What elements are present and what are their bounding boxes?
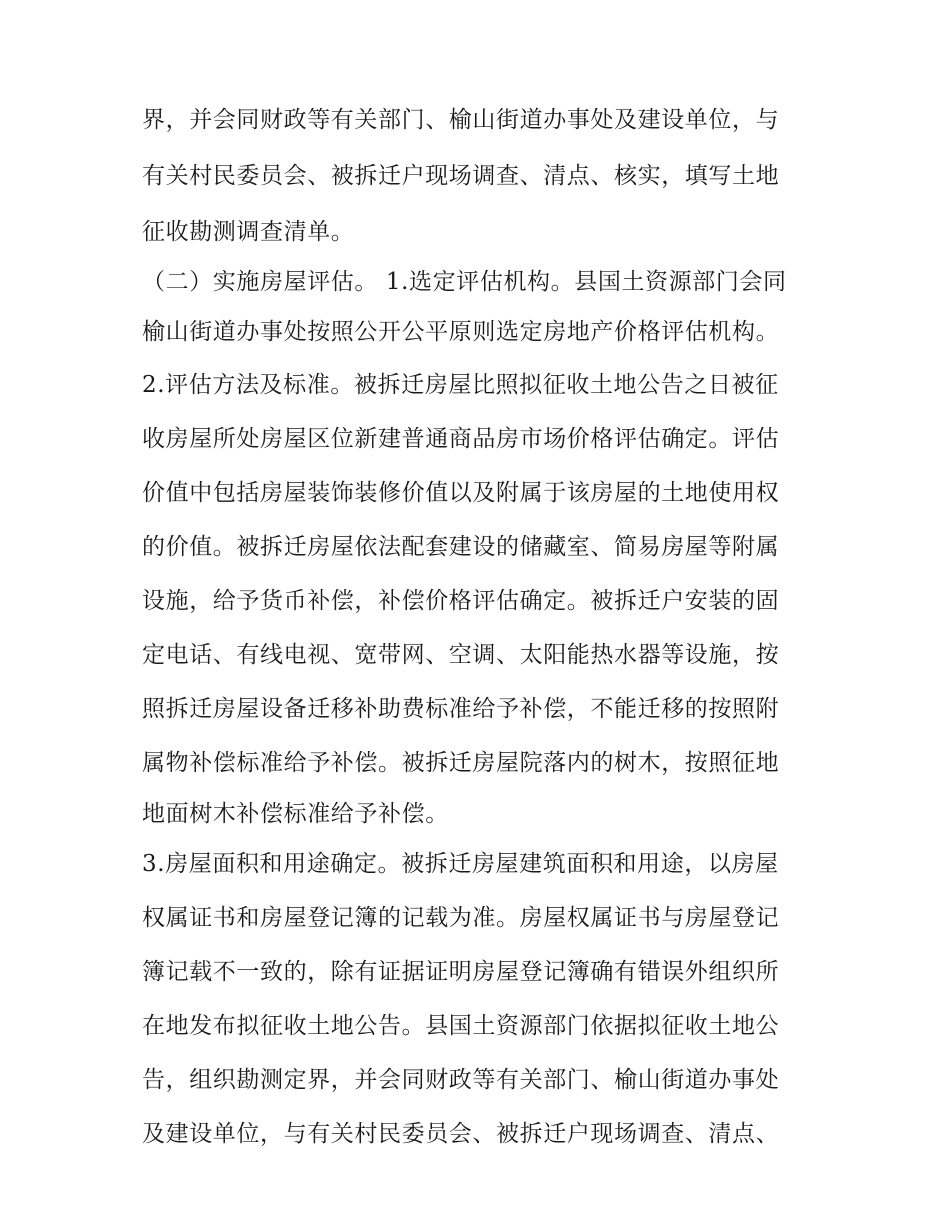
text-line: 地面树木补偿标准给予补偿。 [142, 801, 449, 827]
text-line: 3.房屋面积和用途确定。被拆迁房屋建筑面积和用途，以房屋 [142, 851, 779, 877]
text-line: 收房屋所处房屋区位新建普通商品房市场价格评估确定。评估 [142, 426, 780, 452]
text-line: 簿记载不一致的，除有证据证明房屋登记簿确有错误外组织所 [142, 959, 780, 985]
text-line: 及建设单位，与有关村民委员会、被拆迁户现场调查、清点、 [142, 1121, 780, 1147]
text-line: 告，组织勘测定界，并会同财政等有关部门、榆山街道办事处 [142, 1067, 780, 1093]
text-line: 价值中包括房屋装饰装修价值以及附属于该房屋的土地使用权 [142, 480, 780, 506]
text-line: 定电话、有线电视、宽带网、空调、太阳能热水器等设施，按 [142, 642, 780, 668]
text-line: 榆山街道办事处按照公开公平原则选定房地产价格评估机构。 [142, 319, 780, 345]
text-line: （二）实施房屋评估。 1.选定评估机构。县国土资源部门会同 [142, 269, 787, 295]
text-line: 有关村民委员会、被拆迁户现场调查、清点、核实，填写土地 [142, 163, 780, 189]
text-line: 权属证书和房屋登记簿的记载为准。房屋权属证书与房屋登记 [142, 905, 780, 931]
text-line: 设施，给予货币补偿，补偿价格评估确定。被拆迁户安装的固 [142, 588, 780, 614]
text-line: 的价值。被拆迁房屋依法配套建设的储藏室、简易房屋等附属 [142, 534, 780, 560]
text-line: 属物补偿标准给予补偿。被拆迁房屋院落内的树木，按照征地 [142, 750, 780, 776]
text-line: 照拆迁房屋设备迁移补助费标准给予补偿，不能迁移的按照附 [142, 696, 780, 722]
text-line: 界，并会同财政等有关部门、榆山街道办事处及建设单位，与 [142, 107, 780, 133]
text-line: 征收勘测调查清单。 [142, 219, 355, 245]
text-line: 2.评估方法及标准。被拆迁房屋比照拟征收土地公告之日被征 [142, 372, 779, 398]
text-line: 在地发布拟征收土地公告。县国土资源部门依据拟征收土地公 [142, 1013, 780, 1039]
